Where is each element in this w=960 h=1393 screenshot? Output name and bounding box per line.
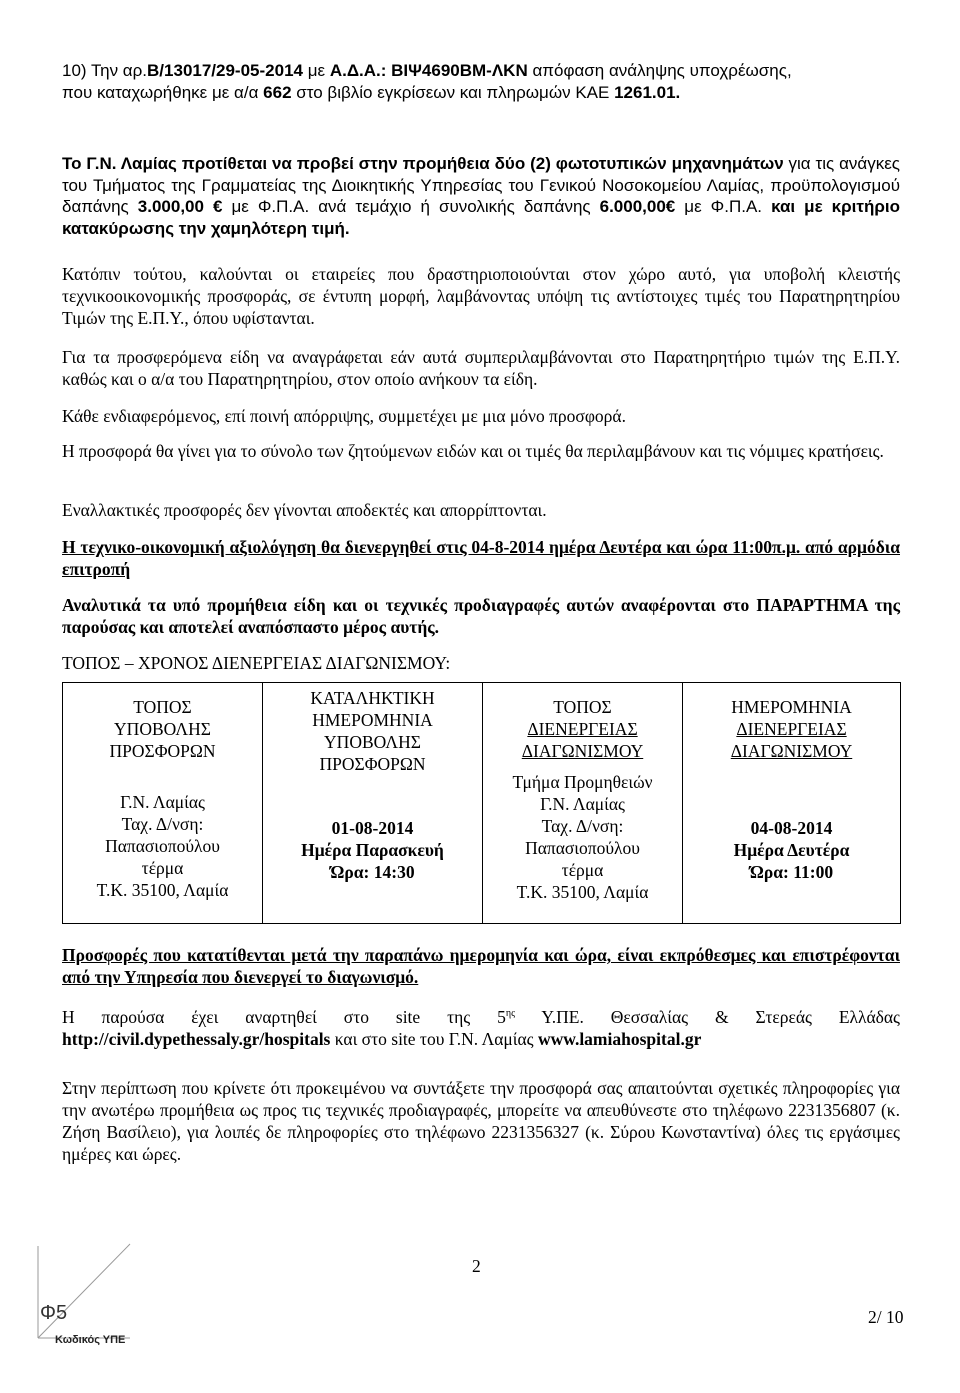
page-number: 2 (472, 1256, 481, 1276)
logo (30, 1238, 140, 1358)
item-10-text: 10) Την αρ.Β/13017/29-05-2014 με Α.Δ.Α.: ΒΙΨ4690ΒΜ-ΛΚΝ απόφαση ανάληψης υποχρέωσης, που καταχωρήθηκε με α/α 662 στο βιβλίο εγκρίσεων και πληρωμών ΚΑΕ 1261.01. (62, 61, 792, 102)
logo-caption: Κωδικός ΥΠΕ (55, 1334, 126, 1346)
cell-header: ΤΟΠΟΣ ΥΠΟΒΟΛΗΣ ΠΡΟΣΦΟΡΩΝ (109, 697, 216, 761)
paragraph-late-offers: Προσφορές που κατατίθενται μετά την παραπάνω ημερομηνία και ώρα, είναι εκπρόθεσμες και επιστρέφονται από την Υπηρεσία που διενεργεί το διαγωνισμό. (62, 945, 900, 987)
table-cell-submission-place (63, 683, 263, 924)
paragraph-evaluation-date: Η τεχνικο-οικονομική αξιολόγηση θα διενεργηθεί στις 04-8-2014 ημέρα Δευτέρα και ώρα 11:00π.μ. από αρμόδια επιτροπή (62, 537, 900, 579)
cell-body: 04-08-2014 Ημέρα Δευτέρα Ώρα: 11:00 (733, 818, 850, 882)
paragraph-contact: Στην περίπτωση που κρίνετε ότι προκειμένου να συντάξετε την προσφορά σας απαιτούνται σχετικές πληροφορίες για την ανωτέρω προμήθεια ως προς τις τεχνικές προδιαγραφές, μπορείτε να απευθύνεστε στο τηλέφωνο 2231356807 (κ. Ζήση Βασίλειο), για λοιπές δε πληροφορίες στο τηλέφωνο 2231356327 (κ. Σύρου Κωνσταντίνα) όλες τις εργάσιμες ημέρες και ώρες. (62, 1078, 900, 1164)
paragraph-annex: Αναλυτικά τα υπό προμήθεια είδη και οι τεχνικές προδιαγραφές αυτών αναφέρονται στο ΠΑΡΑΡΤΗΜΑ της παρούσας και αποτελεί αναπόσπαστο μέρος αυτής. (62, 595, 900, 637)
table-row (63, 683, 901, 924)
page-of-total: 2/ 10 (868, 1307, 904, 1327)
logo-code: Φ5 (40, 1302, 68, 1324)
cell-header: ΗΜΕΡΟΜΗΝΙΑ ΔΙΕΝΕΡΓΕΙΑΣ ΔΙΑΓΩΝΙΣΜΟΥ (730, 697, 853, 761)
cell-header: ΤΟΠΟΣ ΔΙΕΝΕΡΓΕΙΑΣ ΔΙΑΓΩΝΙΣΜΟΥ (521, 697, 644, 761)
cell-body: Τμήμα Προμηθειών Γ.Ν. Λαμίας Ταχ. Δ/νση: Παπασιοπούλου τέρμα Τ.Κ. 35100, Λαμία (512, 772, 653, 902)
cell-body: 01-08-2014 Ημέρα Παρασκευή Ώρα: 14:30 (301, 818, 444, 882)
paragraph-posted: Η παρούσα έχει αναρτηθεί στο site της $5^{\eta\varsigma}$ Υ.ΠΕ. Θεσσαλίας & Στερεάς Ελλάδας http://civil.dypethessaly.gr/hospitals και στο site του Γ.Ν. Λαμίας www.lamiahospital.gr (62, 1007, 900, 1049)
site-link[interactable]: http://civil.dypethessaly.gr/hospitals (62, 1029, 331, 1049)
paragraph-total-offer: Η προσφορά θα γίνει για το σύνολο των ζητούμενων ειδών και οι τιμές θα περιλαμβάνουν και τις νόμιμες κρατήσεις. (62, 441, 884, 461)
paragraph-observatory: Για τα προσφερόμενα είδη να αναγράφεται εάν αυτά συμπεριλαμβάνονται στο Παρατηρητήριο τιμών της Ε.Π.Υ. καθώς και ο α/α του Παρατηρητηρίου, στον οποίο ανήκουν τα είδη. (62, 347, 900, 389)
cell-body: Γ.Ν. Λαμίας Ταχ. Δ/νση: Παπασιοπούλου τέρμα Τ.Κ. 35100, Λαμία (96, 792, 229, 900)
paragraph-single-offer: Κάθε ενδιαφερόμενος, επί ποινή απόρριψης, συμμετέχει με μια μόνο προσφορά. (62, 406, 626, 426)
table-cell-contest-place (483, 683, 683, 924)
paragraph-call-for-offers: Κατόπιν τούτου, καλούνται οι εταιρείες που δραστηριοποιούνται στον χώρο αυτό, για υποβολή κλειστής τεχνικοοικονομικής προσφοράς, σε έντυπη μορφή, λαμβάνοντας υπόψη τις αντίστοιχες τιμές του Παρατηρητηρίου Τιμών της Ε.Π.Υ., όπου υφίστανται. (62, 264, 900, 328)
paragraph-alternatives: Εναλλακτικές προσφορές δεν γίνονται αποδεκτές και απορρίπτονται. (62, 500, 547, 520)
cell-header: ΚΑΤΑΛΗΚΤΙΚΗ ΗΜΕΡΟΜΗΝΙΑ ΥΠΟΒΟΛΗΣ ΠΡΟΣΦΟΡΩΝ (310, 688, 435, 774)
intro-paragraph: Το Γ.Ν. Λαμίας προτίθεται να προβεί στην προμήθεια δύο (2) φωτοτυπικών μηχανημάτων για τις ανάγκες του Τμήματος της Γραμματείας της Διοικητικής Υπηρεσίας του Γενικού Νοσοκομείου Λαμίας, προϋπολογισμού δαπάνης 3.000,00 € με Φ.Π.Α. ανά τεμάχιο ή συνολικής δαπάνης 6.000,00€ με Φ.Π.Α. και με κριτήριο κατακύρωσης την χαμηλότερη τιμή. (62, 154, 900, 238)
table-cell-submission-deadline (263, 683, 483, 924)
schedule-table (62, 682, 901, 924)
table-cell-contest-date (683, 683, 901, 924)
hospital-link[interactable]: www.lamiahospital.gr (538, 1029, 702, 1049)
section-heading: ΤΟΠΟΣ – ΧΡΟΝΟΣ ΔΙΕΝΕΡΓΕΙΑΣ ΔΙΑΓΩΝΙΣΜΟΥ: (62, 653, 451, 673)
